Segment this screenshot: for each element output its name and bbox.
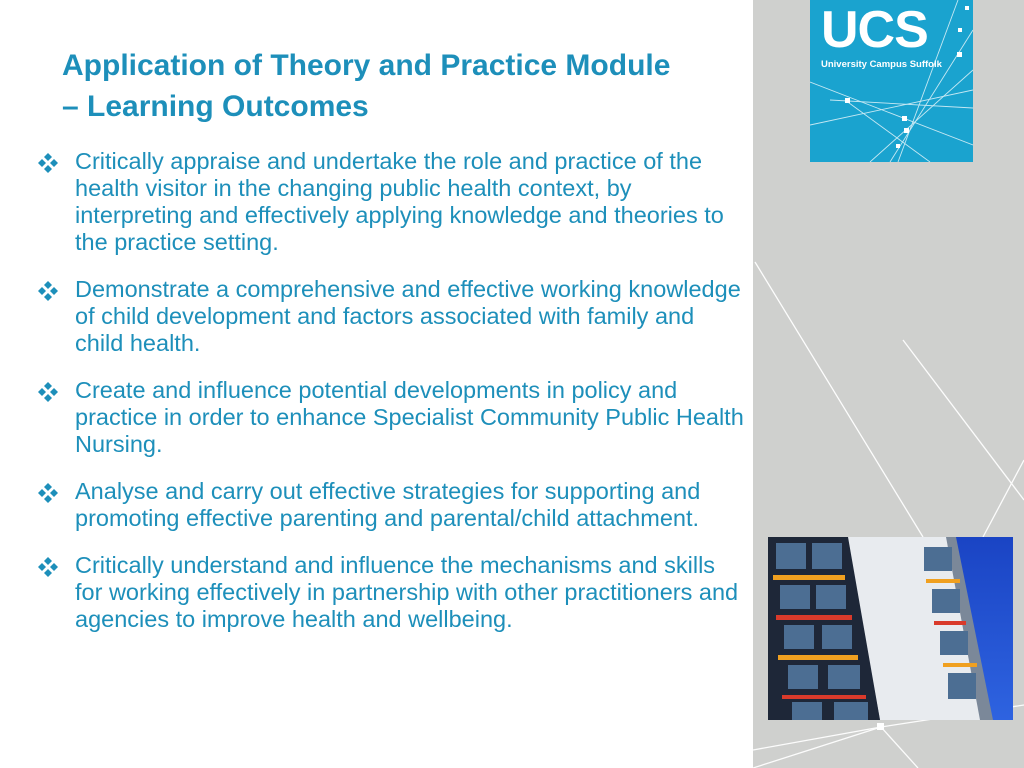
list-item [36, 276, 748, 357]
diamond-four-icon [36, 377, 75, 458]
list-item [36, 552, 748, 633]
logo-subtitle: University Campus Suffolk [821, 59, 942, 70]
diamond-four-icon [36, 552, 75, 633]
outcome-text: Critically understand and influence the mechanisms and skills for working effectively in partnership with other practitioners and agencies to improve health and wellbeing. [75, 552, 739, 632]
diamond-four-icon [36, 148, 75, 256]
list-item [36, 148, 748, 256]
learning-outcomes-list [36, 148, 748, 653]
diamond-four-icon [36, 478, 75, 532]
slide-title [62, 45, 782, 127]
outcome-text: Demonstrate a comprehensive and effective working knowledge of child development and factors associated with family and child health. [75, 276, 741, 356]
outcome-text: Analyse and carry out effective strategies for supporting and promoting effective parenting and parental/child attachment. [75, 478, 701, 531]
list-item [36, 377, 748, 458]
title-line-1: Application of Theory and Practice Module [62, 49, 671, 82]
outcome-text: Critically appraise and undertake the role and practice of the health visitor in the changing public health context, by interpreting and effectively applying knowledge and theories to the practice setting. [75, 148, 724, 255]
outcome-text: Create and influence potential developments in policy and practice in order to enhance Specialist Community Public Health Nursing. [75, 377, 744, 457]
title-line-2: – Learning Outcomes [62, 90, 369, 123]
logo-wordmark: UCS [821, 1, 928, 59]
diamond-four-icon [36, 276, 75, 357]
building-photo [768, 537, 1013, 720]
ucs-logo [810, 0, 973, 162]
list-item [36, 478, 748, 532]
